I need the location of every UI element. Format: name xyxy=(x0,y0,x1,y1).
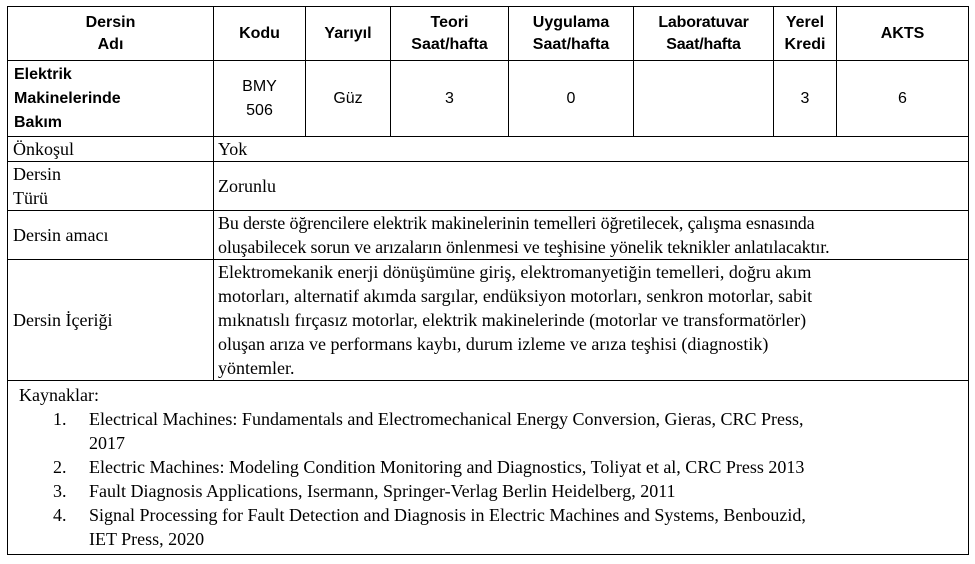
course-ects: 6 xyxy=(837,61,969,137)
course-theory: 3 xyxy=(391,61,509,137)
reference-item xyxy=(19,503,958,551)
course-info-table xyxy=(7,6,969,555)
header-theory-line2: Saat/hafta xyxy=(411,35,488,53)
header-course-name-line2: Adı xyxy=(97,35,124,53)
reference-number: 3. xyxy=(53,481,67,501)
content-label: Dersin İçeriği xyxy=(8,260,214,381)
content-row xyxy=(8,260,969,381)
type-label-line2: Türü xyxy=(13,188,48,208)
course-practice: 0 xyxy=(509,61,634,137)
header-course-name xyxy=(8,7,214,61)
course-name-line3: Bakım xyxy=(14,113,63,131)
objective-row xyxy=(8,211,969,260)
reference-text xyxy=(89,479,958,503)
reference-item xyxy=(19,479,958,503)
objective-line2: oluşabilecek sorun ve arızaların önlenmesi ve teşhisine yönelik teknikler anlatılacaktır. xyxy=(218,237,830,257)
header-lab-line2: Saat/hafta xyxy=(666,35,741,53)
course-lab xyxy=(634,61,774,137)
header-lab xyxy=(634,7,774,61)
reference-number: 4. xyxy=(53,505,67,525)
references-list xyxy=(19,407,958,551)
prerequisite-label: Önkoşul xyxy=(8,137,214,162)
content-line2: motorları, alternatif akımda sargılar, endüksiyon motorları, senkron motorlar, sabit xyxy=(218,286,813,306)
header-course-name-line1: Dersin xyxy=(85,13,136,31)
header-code: Kodu xyxy=(214,7,306,61)
type-label xyxy=(8,162,214,211)
course-name xyxy=(8,61,214,137)
type-label-line1: Dersin xyxy=(13,164,61,184)
content-line4: oluşan arıza ve performans kaybı, durum izleme ve arıza teşhisi (diagnostik) xyxy=(218,334,769,354)
header-lab-line1: Laboratuvar xyxy=(658,13,749,31)
header-practice xyxy=(509,7,634,61)
references-title: Kaynaklar: xyxy=(19,385,99,405)
reference-line: Electric Machines: Modeling Condition Monitoring and Diagnostics, Toliyat et al, CRC Press 2013 xyxy=(89,457,805,477)
header-row xyxy=(8,7,969,61)
type-row xyxy=(8,162,969,211)
header-local-credit-line1: Yerel xyxy=(785,13,825,31)
header-ects: AKTS xyxy=(837,7,969,61)
reference-item xyxy=(19,407,958,455)
content-line1: Elektromekanik enerji dönüşümüne giriş, elektromanyetiğin temelleri, doğru akım xyxy=(218,262,812,282)
course-code-line1: BMY xyxy=(242,77,277,95)
header-local-credit-line2: Kredi xyxy=(784,35,826,53)
header-local-credit xyxy=(774,7,837,61)
content-line3: mıknatıslı fırçasız motorlar, elektrik makinelerinde (motorlar ve transformatörler) xyxy=(218,310,807,330)
content-line5: yöntemler. xyxy=(218,358,295,378)
course-semester: Güz xyxy=(306,61,391,137)
reference-text xyxy=(89,503,958,551)
prerequisite-value: Yok xyxy=(214,137,969,162)
reference-item xyxy=(19,455,958,479)
reference-line: 2017 xyxy=(89,433,125,453)
objective-label: Dersin amacı xyxy=(8,211,214,260)
header-semester: Yarıyıl xyxy=(306,7,391,61)
course-code-line2: 506 xyxy=(246,101,273,119)
header-theory xyxy=(391,7,509,61)
reference-line: Fault Diagnosis Applications, Isermann, Springer-Verlag Berlin Heidelberg, 2011 xyxy=(89,481,676,501)
references-row xyxy=(8,381,969,555)
reference-text xyxy=(89,455,958,479)
objective-line1: Bu derste öğrencilere elektrik makinelerinin temelleri öğretilecek, çalışma esnasında xyxy=(218,213,815,233)
header-practice-line1: Uygulama xyxy=(532,13,610,31)
content-value xyxy=(214,260,969,381)
course-name-line2: Makinelerinde xyxy=(14,89,121,107)
objective-value xyxy=(214,211,969,260)
course-code xyxy=(214,61,306,137)
reference-line: Signal Processing for Fault Detection and Diagnosis in Electric Machines and Systems, Benbouzid, xyxy=(89,505,806,525)
reference-line: Electrical Machines: Fundamentals and Electromechanical Energy Conversion, Gieras, CRC Press, xyxy=(89,409,804,429)
reference-number: 2. xyxy=(53,457,67,477)
type-value: Zorunlu xyxy=(214,162,969,211)
references-cell xyxy=(8,381,969,555)
prerequisite-row xyxy=(8,137,969,162)
course-local-credit: 3 xyxy=(774,61,837,137)
header-theory-line1: Teori xyxy=(430,13,469,31)
reference-line: IET Press, 2020 xyxy=(89,529,205,549)
course-name-line1: Elektrik xyxy=(14,65,72,83)
reference-number: 1. xyxy=(53,409,67,429)
course-info-sheet xyxy=(7,6,968,555)
header-practice-line2: Saat/hafta xyxy=(532,35,610,53)
reference-text xyxy=(89,407,958,455)
course-row xyxy=(8,61,969,137)
